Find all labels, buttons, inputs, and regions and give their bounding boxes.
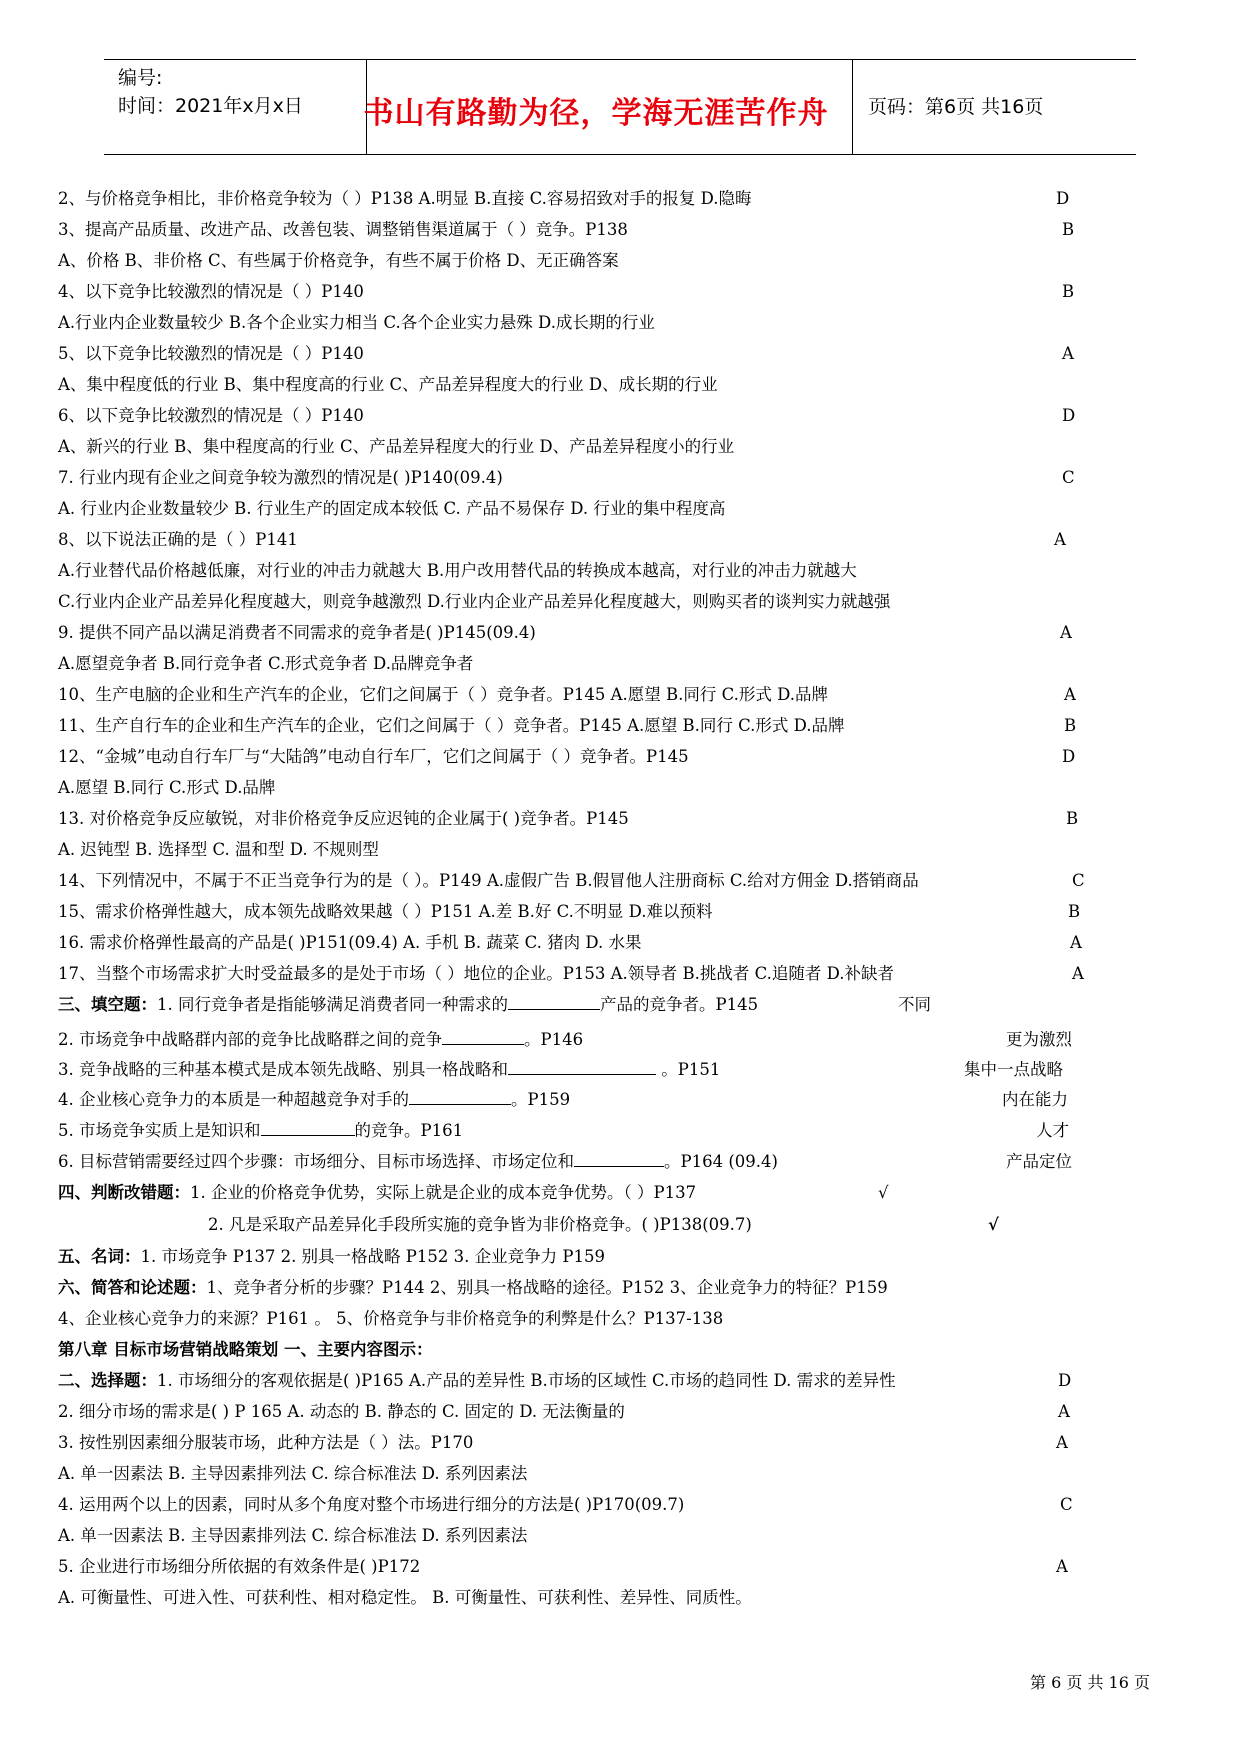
question-line [58,1366,1088,1396]
answer: D [1058,1371,1072,1390]
answer: 内在能力 [1002,1090,1068,1109]
question-text: 。P151 [656,1060,721,1079]
fill-question-line [58,1025,1088,1055]
answer: A [1054,530,1066,549]
question-text: 5. 企业进行市场细分所依据的有效条件是( )P172 [58,1557,421,1576]
question-line [58,1583,1088,1613]
section-title: 六、简答和论述题： [58,1278,207,1297]
page-footer: 第 6 页 共 16 页 [1030,1673,1150,1692]
question-text: 7. 行业内现有企业之间竞争较为激烈的情况是( )P140(09.4) [58,468,503,487]
answer: A [1058,1402,1070,1421]
question-text: 3. 按性别因素细分服装市场，此种方法是（ ）法。P170 [58,1433,474,1452]
question-line [58,370,1088,400]
question-line [58,1552,1088,1582]
question-line [58,432,1088,462]
question-text: A.愿望 B.同行 C.形式 D.品牌 [58,778,276,797]
question-text: 4. 企业核心竞争力的本质是一种超越竞争对手的 [58,1090,409,1109]
blank [574,1150,664,1167]
fill-question-line [58,990,1088,1020]
question-line [58,587,1088,617]
number-label: 编号: [118,67,163,89]
question-text: 4、以下竞争比较激烈的情况是（ ）P140 [58,282,364,301]
question-line [58,1428,1088,1458]
question-line [58,184,1088,214]
question-text: 1. 企业的价格竞争优势，实际上就是企业的成本竞争优势。（ ）P137 [190,1183,697,1202]
answer: A [1064,685,1076,704]
question-text: 的竞争。P161 [354,1121,464,1140]
blank [508,993,600,1010]
question-text: C.行业内企业产品差异化程度越大，则竞争越激烈 D.行业内企业产品差异化程度越大，则购买者的谈判实力就越强 [58,592,891,611]
answer: A [1056,1433,1068,1452]
question-text: 。P146 [524,1030,584,1049]
question-text: 2. 市场竞争中战略群内部的竞争比战略群之间的竞争 [58,1030,442,1049]
question-text: 12、“金城”电动自行车厂与“大陆鸽”电动自行车厂，它们之间属于（ ）竞争者。P145 [58,747,689,766]
question-line [58,649,1088,679]
question-text: 1. 市场细分的客观依据是( )P165 A.产品的差异性 B.市场的区域性 C.市场的趋同性 D. 需求的差异性 [157,1371,896,1390]
question-line [58,835,1088,865]
answer: D [1062,747,1076,766]
answer: √ [988,1215,999,1234]
question-text: 产品的竞争者。P145 [600,995,759,1014]
question-text: 16. 需求价格弹性最高的产品是( )P151(09.4) A. 手机 B. 蔬菜 C. 猪肉 D. 水果 [58,933,642,952]
question-text: A.行业替代品价格越低廉，对行业的冲击力就越大 B.用户改用替代品的转换成本越高，对行业的冲击力就越大 [58,561,857,580]
answer: B [1062,220,1075,239]
answer: B [1068,902,1081,921]
question-line [58,1521,1088,1551]
answer: C [1072,871,1085,890]
answer: B [1066,809,1079,828]
question-text: A. 可衡量性、可进入性、可获利性、相对稳定性。 B. 可衡量性、可获利性、差异性、同质性。 [58,1588,752,1607]
time-label: 时间：2021年x月x日 [118,95,303,117]
question-text: 5. 市场竞争实质上是知识和 [58,1121,261,1140]
question-line [58,618,1088,648]
question-text: 2. 细分市场的需求是( ) P 165 A. 动态的 B. 静态的 C. 固定的 D. 无法衡量的 [58,1402,625,1421]
question-text: A、新兴的行业 B、集中程度高的行业 C、产品差异程度大的行业 D、产品差异程度小的行业 [58,437,735,456]
blank [508,1058,656,1075]
essay-line [58,1304,1088,1334]
question-line [58,711,1088,741]
terms-line [58,1242,1088,1272]
judge-line [58,1178,1088,1208]
blank [409,1088,511,1105]
answer: C [1062,468,1075,487]
header-motto: 书山有路勤为径，学海无涯苦作舟 [363,96,829,131]
question-text: 10、生产电脑的企业和生产汽车的企业，它们之间属于（ ）竞争者。P145 A.愿望 B.同行 C.形式 D.品牌 [58,685,829,704]
answer: 产品定位 [1006,1152,1072,1171]
question-text: A. 迟钝型 B. 选择型 C. 温和型 D. 不规则型 [58,840,379,859]
question-text: A. 单一因素法 B. 主导因素排列法 C. 综合标准法 D. 系列因素法 [58,1526,528,1545]
question-text: 。P159 [511,1090,571,1109]
section-title: 二、选择题： [58,1371,157,1390]
question-line [58,525,1088,555]
question-line [58,308,1088,338]
answer: B [1064,716,1077,735]
question-line [58,680,1088,710]
question-line [58,556,1088,586]
question-text: 13. 对价格竞争反应敏锐，对非价格竞争反应迟钝的企业属于( )竞争者。P145 [58,809,629,828]
question-text: A、集中程度低的行业 B、集中程度高的行业 C、产品差异程度大的行业 D、成长期的行业 [58,375,718,394]
question-text: A. 单一因素法 B. 主导因素排列法 C. 综合标准法 D. 系列因素法 [58,1464,528,1483]
blank [261,1119,355,1136]
question-text: 4. 运用两个以上的因素，同时从多个角度对整个市场进行细分的方法是( )P170(09.7) [58,1495,685,1514]
fill-question-line [58,1116,1088,1146]
section-title: 五、名词： [58,1247,141,1266]
question-line [58,897,1088,927]
chapter-heading [58,1335,1088,1365]
answer: B [1062,282,1075,301]
answer: 不同 [898,995,931,1014]
question-line [58,1397,1088,1427]
question-line [58,215,1088,245]
header-page-label: 页码：第6页 共16页 [868,96,1044,118]
question-text: 8、以下说法正确的是（ ）P141 [58,530,298,549]
question-text: A.行业内企业数量较少 B.各个企业实力相当 C.各个企业实力悬殊 D.成长期的行业 [58,313,655,332]
question-line [58,866,1088,896]
section-title: 四、判断改错题： [58,1183,190,1202]
answer: D [1062,406,1076,425]
answer: 集中一点战略 [964,1060,1063,1079]
answer: C [1060,1495,1073,1514]
question-text: 9. 提供不同产品以满足消费者不同需求的竞争者是( )P145(09.4) [58,623,536,642]
question-text: 6. 目标营销需要经过四个步骤：市场细分、目标市场选择、市场定位和 [58,1152,574,1171]
header-meta [118,64,303,120]
essay-line [58,1273,1088,1303]
question-text: 1、竞争者分析的步骤？P144 2、别具一格战略的途径。P152 3、企业竞争力的特征？P159 [206,1278,888,1297]
question-text: 11、生产自行车的企业和生产汽车的企业，它们之间属于（ ）竞争者。P145 A.愿望 B.同行 C.形式 D.品牌 [58,716,845,735]
question-text: 17、当整个市场需求扩大时受益最多的是处于市场（ ）地位的企业。P153 A.领导者 B.挑战者 C.追随者 D.补缺者 [58,964,895,983]
fill-question-line [58,1085,1088,1115]
question-text: 2、与价格竞争相比，非价格竞争较为（ ）P138 A.明显 B.直接 C.容易招致对手的报复 D.隐晦 [58,189,752,208]
question-text: A.愿望竞争者 B.同行竞争者 C.形式竞争者 D.品牌竞争者 [58,654,474,673]
question-text: A、价格 B、非价格 C、有些属于价格竞争，有些不属于价格 D、无正确答案 [58,251,619,270]
question-line [58,401,1088,431]
answer: √ [878,1183,889,1202]
question-line [58,773,1088,803]
answer: A [1062,344,1074,363]
answer: 人才 [1036,1121,1069,1140]
page-header [104,59,1136,155]
section-title: 三、填空题： [58,995,157,1014]
question-text: 3. 竞争战略的三种基本模式是成本领先战略、别具一格战略和 [58,1060,508,1079]
question-line [58,928,1088,958]
question-text: 。P164 (09.4) [664,1152,778,1171]
question-text: 3、提高产品质量、改进产品、改善包装、调整销售渠道属于（ ）竞争。P138 [58,220,628,239]
fill-question-line [58,1147,1088,1177]
chapter-title: 第八章 目标市场营销战略策划 一、主要内容图示： [58,1340,433,1359]
header-divider [852,60,853,154]
question-text: 14、下列情况中，不属于不正当竞争行为的是（ ）。P149 A.虚假广告 B.假冒他人注册商标 C.给对方佣金 D.搭销商品 [58,871,919,890]
question-line [58,959,1088,989]
answer: A [1060,623,1072,642]
answer: A [1072,964,1084,983]
question-text: 1. 市场竞争 P137 2. 别具一格战略 P152 3. 企业竞争力 P159 [140,1247,605,1266]
question-line [58,463,1088,493]
blank [442,1028,524,1045]
fill-question-line [58,1055,1088,1085]
question-line [58,339,1088,369]
question-line [58,494,1088,524]
question-text: 4、企业核心竞争力的来源？P161 。 5、价格竞争与非价格竞争的利弊是什么？P137-138 [58,1309,724,1328]
question-line [58,1490,1088,1520]
question-line [58,246,1088,276]
answer: D [1056,189,1070,208]
answer: 更为激烈 [1006,1030,1072,1049]
answer: A [1056,1557,1068,1576]
question-text: 15、需求价格弹性越大，成本领先战略效果越（ ）P151 A.差 B.好 C.不明显 D.难以预料 [58,902,713,921]
question-text: 5、以下竞争比较激烈的情况是（ ）P140 [58,344,364,363]
question-line [58,1459,1088,1489]
question-line [58,742,1088,772]
question-text: 2. 凡是采取产品差异化手段所实施的竞争皆为非价格竞争。( )P138(09.7) [208,1215,752,1234]
question-text: 6、以下竞争比较激烈的情况是（ ）P140 [58,406,364,425]
answer: A [1070,933,1082,952]
question-line [58,804,1088,834]
question-text: A. 行业内企业数量较少 B. 行业生产的固定成本较低 C. 产品不易保存 D. 行业的集中程度高 [58,499,726,518]
question-line [58,277,1088,307]
question-text: 1. 同行竞争者是指能够满足消费者同一种需求的 [157,995,508,1014]
judge-line [58,1210,1088,1240]
